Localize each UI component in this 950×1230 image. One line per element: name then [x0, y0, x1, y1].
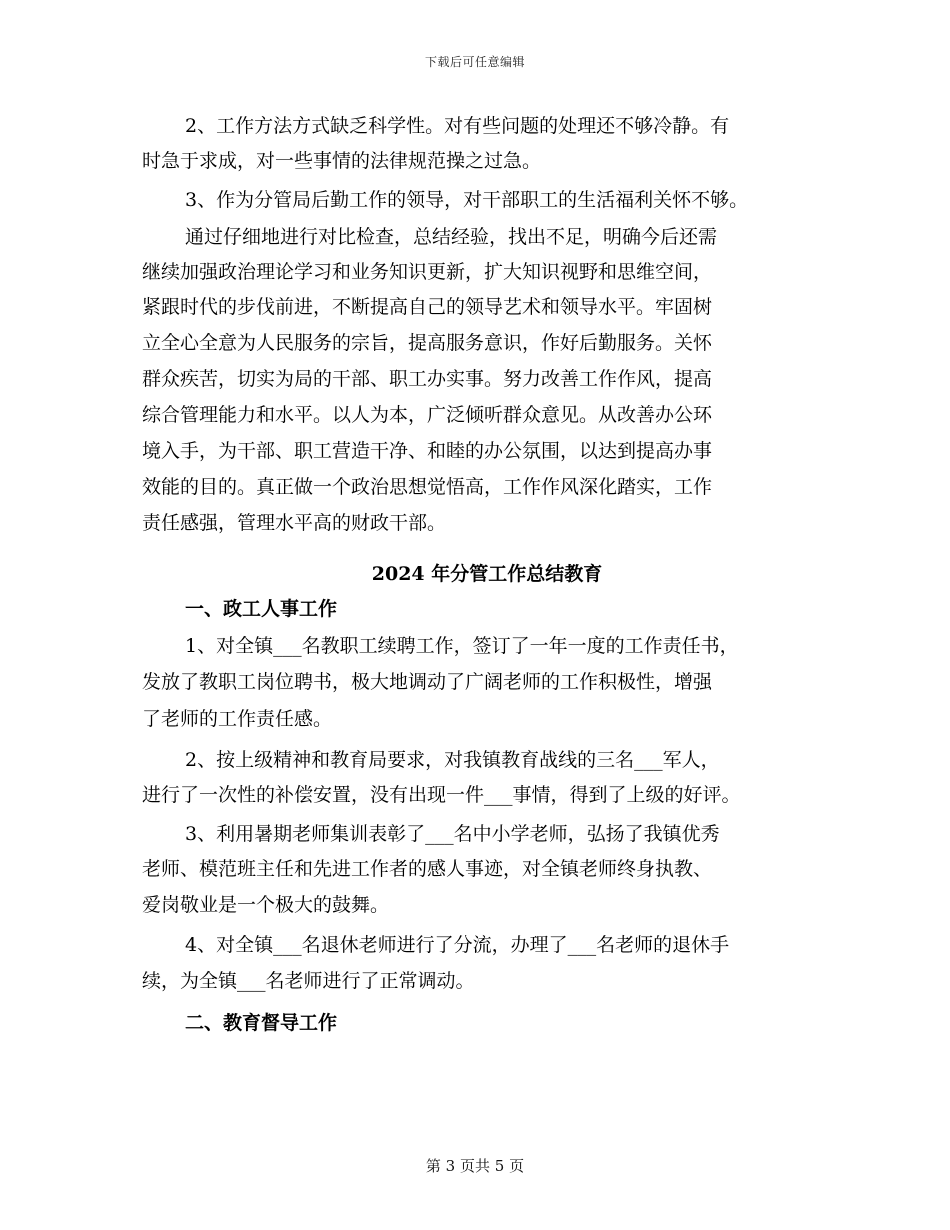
paragraph-line: 境入手，为干部、职工营造干净、和睦的办公氛围，以达到提高办事 — [142, 440, 713, 462]
paragraph-line: 继续加强政治理论学习和业务知识更新，扩大知识视野和思维空间， — [142, 261, 713, 283]
paragraph-line: 紧跟时代的步伐前进，不断提高自己的领导艺术和领导水平。牢固树 — [142, 296, 713, 318]
paragraph-line: 发放了教职工岗位聘书，极大地调动了广阔老师的工作积极性，增强 — [142, 671, 713, 693]
section-title: 2024 年分管工作总结教育 — [371, 563, 603, 585]
paragraph-line: 综合管理能力和水平。以人为本，广泛倾听群众意见。从改善办公环 — [142, 404, 713, 426]
paragraph-line: 立全心全意为人民服务的宗旨，提高服务意识，作好后勤服务。关怀 — [142, 332, 713, 354]
paragraph-line: 2、按上级精神和教育局要求，对我镇教育战线的三名___军人， — [185, 749, 720, 771]
paragraph-line: 续，为全镇___名老师进行了正常调动。 — [142, 970, 475, 992]
paragraph-line: 通过仔细地进行对比检查，总结经验，找出不足，明确今后还需 — [185, 226, 718, 248]
paragraph-line: 2、工作方法方式缺乏科学性。对有些问题的处理还不够冷静。有 — [185, 115, 730, 137]
paragraph-line: 爱岗敬业是一个极大的鼓舞。 — [142, 894, 390, 916]
paragraph-line: 效能的目的。真正做一个政治思想觉悟高，工作作风深化踏实，工作 — [142, 476, 713, 498]
page-footer: 第 3 页共 5 页 — [425, 1157, 525, 1175]
paragraph-line: 3、利用暑期老师集训表彰了___名中小学老师，弘扬了我镇优秀 — [185, 823, 720, 845]
paragraph-line: 1、对全镇___名教职工续聘工作，签订了一年一度的工作责任书， — [185, 635, 739, 657]
section-heading: 一、政工人事工作 — [185, 598, 338, 620]
paragraph-line: 群众疾苦，切实为局的干部、职工办实事。努力改善工作作风，提高 — [142, 368, 713, 390]
paragraph-line: 3、作为分管局后勤工作的领导，对干部职工的生活福利关怀不够。 — [185, 189, 749, 211]
paragraph-line: 4、对全镇___名退休老师进行了分流，办理了___名老师的退休手 — [185, 934, 730, 956]
paragraph-line: 进行了一次性的补偿安置，没有出现一件___事情，得到了上级的好评。 — [142, 784, 741, 806]
paragraph-line: 了老师的工作责任感。 — [142, 708, 333, 730]
section-heading: 二、教育督导工作 — [185, 1012, 338, 1034]
paragraph-line: 责任感强，管理水平高的财政干部。 — [142, 512, 447, 534]
paragraph-line: 时急于求成，对一些事情的法律规范操之过急。 — [142, 150, 542, 172]
page-header: 下载后可任意编辑 — [424, 55, 525, 69]
paragraph-line: 老师、模范班主任和先进工作者的感人事迹，对全镇老师终身执教、 — [142, 858, 713, 880]
